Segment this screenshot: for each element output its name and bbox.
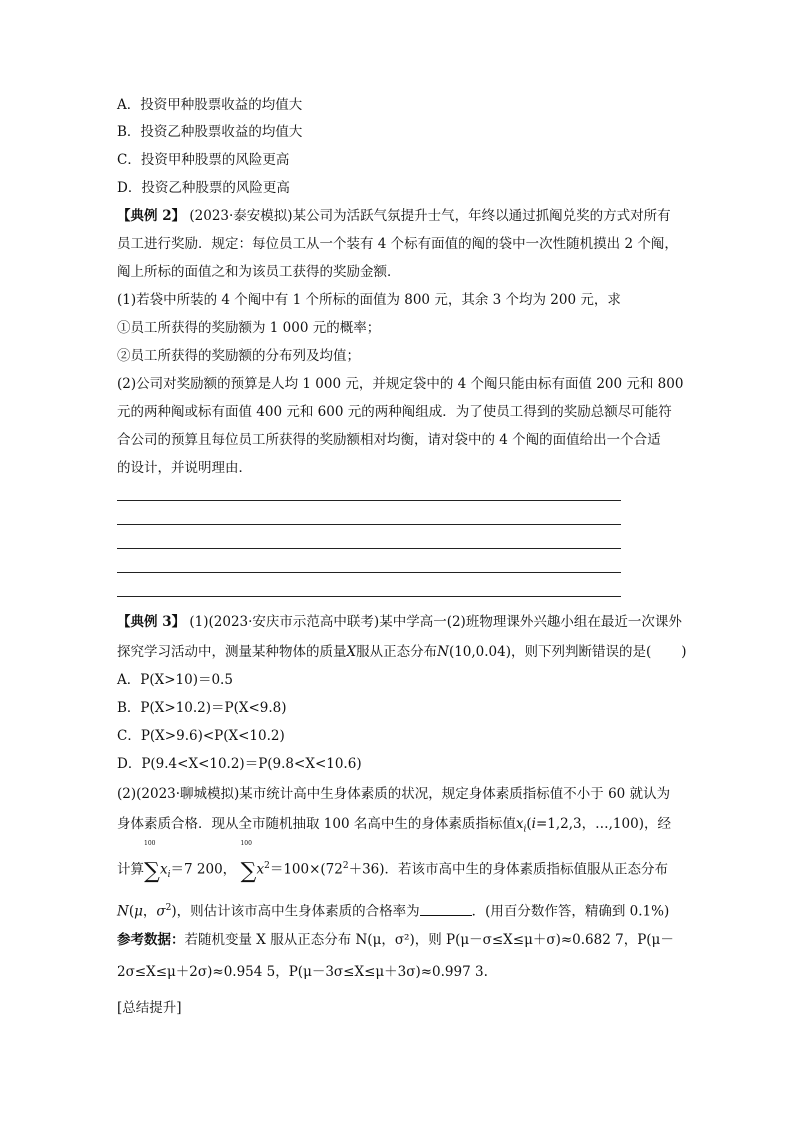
example3-option-b: B．P(X>10.2)＝P(X<9.8) — [117, 700, 287, 716]
example3-line2: 探究学习活动中，测量某种物体的质量X服从正态分布N(10,0.04)，则下列判断错误的是( ) — [117, 644, 687, 660]
answer-line[interactable] — [117, 572, 621, 573]
example3-option-c: C．P(X>9.6)<P(X<10.2) — [117, 728, 285, 744]
example2-tag: 【典例 2】 — [117, 208, 186, 224]
answer-line[interactable] — [117, 548, 621, 549]
example3-first-line: 【典例 3】 (1)(2023·安庆市示范高中联考)某中学高一(2)班物理课外兴趣小组在最近一次课外 — [117, 614, 682, 630]
option-a: A．投资甲种股票收益的均值大 — [117, 97, 303, 113]
option-b: B．投资乙种股票收益的均值大 — [117, 124, 303, 140]
reference-line1: 参考数据：若随机变量 X 服从正态分布 N(μ，σ²)，则 P(μ－σ≤X≤μ＋σ)≈0.682 7，P(μ－ — [117, 932, 674, 948]
example2-line: 合公司的预算且每位员工所获得的奖励额相对均衡，请对袋中的 4 个阄的面值给出一个合适 — [117, 432, 661, 448]
example3-part2-line2: 身体素质合格．现从全市随机抽取 100 名高中生的身体素质指标值$x_i(i=1,2,3$，…,100)，经 — [117, 816, 671, 835]
example3-calc-line: 计算 100 $\sum x_i=7$ 200， 100 $\sum x^2=100\times(72^2+36)$．若该市高中生的身体素质指标值服从正态分布 — [117, 839, 669, 884]
example2-line: (2)公司对奖励额的预算是人均 1 000 元，并规定袋中的 4 个阄只能由标有面值 200 元和 800 — [117, 376, 684, 392]
sum-symbol: 100 ∑ — [240, 839, 257, 884]
example2-line: 员工进行奖励．规定：每位员工从一个装有 4 个标有面值的阄的袋中一次性随机摸出 2 个阄， — [117, 236, 678, 252]
example2-line: (1)若袋中所装的 4 个阄中有 1 个所标的面值为 800 元，其余 3 个均为 200 元，求 — [117, 292, 621, 308]
answer-line[interactable] — [117, 596, 621, 597]
example3-part2-line1: (2)(2023·聊城模拟)某市统计高中生身体素质的状况，规定身体素质指标值不小于 60 就认为 — [117, 786, 671, 802]
example3-option-d: D．P(9.4<X<10.2)＝P(9.8<X<10.6) — [117, 756, 362, 772]
answer-blank[interactable] — [420, 903, 472, 916]
example2-line: ②员工所获得的奖励额的分布列及均值； — [117, 348, 360, 364]
example2-line: 的设计，并说明理由． — [117, 460, 252, 476]
answer-line[interactable] — [117, 524, 621, 525]
example3-normal-line: N(μ，$\sigma^2$)，则估计该市高中生身体素质的合格率为 ．(用百分数作答，精确到 0.1%) — [117, 903, 670, 920]
answer-line[interactable] — [117, 500, 621, 501]
reference-line2: 2σ≤X≤μ＋2σ)≈0.954 5，P(μ－3σ≤X≤μ＋3σ)≈0.997 3. — [117, 964, 488, 980]
example3-tag: 【典例 3】 — [117, 614, 186, 630]
sum-symbol: 100 ∑ — [144, 839, 160, 884]
option-c: C．投资甲种股票的风险更高 — [117, 152, 290, 168]
example2-line: 阄上所标的面值之和为该员工获得的奖励金额． — [117, 264, 401, 280]
summary-heading: [总结提升] — [117, 1000, 182, 1016]
example2-line: 元的两种阄或标有面值 400 元和 600 元的两种阄组成．为了使员工得到的奖励总额尽可能符 — [117, 404, 672, 420]
option-d: D．投资乙种股票的风险更高 — [117, 180, 290, 196]
example2-first-line: 【典例 2】 (2023·泰安模拟)某公司为活跃气氛提升士气，年终以通过抓阄兑奖的方式对所有 — [117, 208, 671, 224]
example3-option-a: A．P(X>10)＝0.5 — [117, 672, 233, 688]
example2-line: ①员工所获得的奖励额为 1 000 元的概率； — [117, 320, 381, 336]
